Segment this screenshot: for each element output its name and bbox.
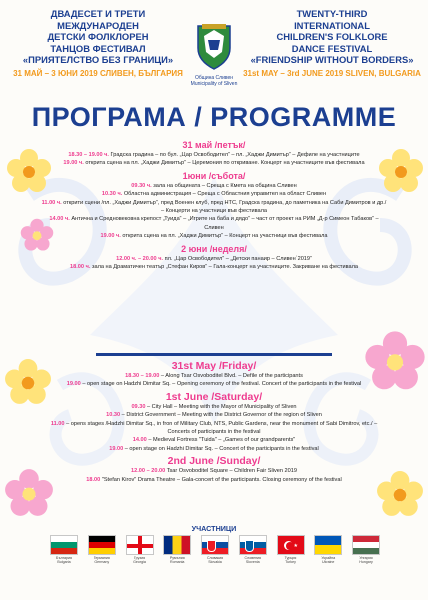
item-text: Областна администрация – Среща с Областния управител на област Сливен — [123, 191, 327, 198]
flag-country-name: Словения Slovenia — [244, 556, 262, 564]
item-time: 14.00 — [132, 437, 147, 444]
program-en — [0, 360, 428, 484]
day-heading: 1юни /събота/ — [182, 170, 246, 181]
item-text: зала на общината – Среща с Кмета на община Сливен — [153, 182, 297, 189]
header-line: INTERNATIONAL — [294, 19, 370, 31]
item-text: зала на Драматичен театър „Стефан Киров“ – Гала-концерт на участниците. Закриване на фестивала — [91, 264, 358, 271]
item-time: 19.00 — [109, 445, 124, 452]
flag-country-name: Унгария Hungary — [359, 556, 373, 564]
crest-icon — [194, 22, 234, 70]
item-text: – opens stages /Hadzhi Dimitar Sq., in fron of Military Club, NTS, Public Gardens, near the monument of Sabi Dimitrov, etc./ – Concerts of participants in the festival — [66, 420, 378, 436]
flag-country-name: Грузия Georgia — [133, 556, 146, 564]
item-time: 10.30 ч. — [101, 191, 123, 198]
program-item — [0, 190, 428, 198]
festival-title-bg — [8, 8, 188, 80]
item-text: Антична и Средновековна крепост „Туида“ – „Игрите на баба и дядо“ – част от проект на РИМ „Д-р Симеон Табаков“ – Сливен — [71, 216, 379, 231]
item-time: 09.30 — [131, 403, 146, 410]
flag-item — [352, 535, 380, 564]
program-item — [0, 420, 428, 437]
item-text: – District Government – Meeting with the District Governor of the region of Sliven — [121, 412, 322, 419]
flag-item — [163, 535, 191, 564]
day-heading: 31 май /петък/ — [182, 140, 246, 150]
item-text: Градска градина – по бул. „Цар Освободител“ – пл. „Хаджи Димитър“ – Дефиле на участниците — [110, 152, 360, 158]
festival-dates-en: 31st MAY – 3rd JUNE 2019 SLIVEN, BULGARIA — [243, 68, 421, 78]
program-item — [0, 215, 428, 232]
program-item — [0, 232, 428, 240]
item-text: Tsar Osvoboditel Square – Children Fair Sliven 2019 — [166, 468, 297, 475]
program-item — [0, 159, 428, 167]
flag-item — [126, 535, 154, 564]
header-line: МЕЖДУНАРОДЕН — [57, 19, 139, 31]
header-line: ДЕТСКИ ФОЛКЛОРЕН — [47, 31, 149, 43]
program-item — [0, 380, 428, 388]
crest-caption-bg: Община Сливен — [194, 75, 234, 81]
flag-country-name: Германия Germany — [93, 556, 110, 564]
program-item — [0, 263, 428, 271]
flag-icon — [126, 535, 154, 555]
participant-flags — [50, 535, 380, 564]
flag-icon — [163, 535, 191, 555]
program-item — [0, 411, 428, 419]
municipality-crest — [188, 22, 240, 87]
day-heading: 2nd June /Sunday/ — [167, 455, 261, 468]
header-line: DANCE FESTIVAL — [291, 42, 373, 54]
item-time: 18.00 — [86, 476, 101, 483]
page-title: ПРОГРАМА / PROGRAMME — [31, 102, 397, 132]
item-time: 14.00 ч. — [49, 216, 70, 223]
program-item — [0, 151, 428, 159]
flag-icon — [314, 535, 342, 555]
program-item — [0, 476, 428, 484]
program-item — [0, 372, 428, 380]
section-divider — [96, 353, 332, 356]
program-item — [0, 467, 428, 475]
item-time: 09.30 ч. — [131, 182, 152, 189]
item-text: пл. „Цар Освободител“ – „Детски панаир – Сливен`2019“ — [164, 255, 312, 262]
flag-country-name: Словакия Slovakia — [206, 556, 224, 564]
flag-country-name: България Bulgaria — [56, 556, 72, 564]
program-item — [0, 436, 428, 444]
item-time: 12.00 – 20.00 — [131, 468, 166, 475]
header-line: ДВАДЕСЕТ И ТРЕТИ — [50, 8, 146, 19]
item-time: 11.00 ч. — [41, 199, 62, 206]
item-time: 19.00 — [66, 381, 81, 388]
item-time: 11.00 — [50, 420, 65, 427]
program-item — [0, 255, 428, 263]
flag-item — [201, 535, 229, 564]
day-heading: 1st June /Saturday/ — [165, 390, 263, 403]
item-time: 10.30 — [106, 412, 121, 419]
program-item — [0, 182, 428, 190]
item-text: "Stefan Kirov" Drama Theatre – Gala-concert of the participants. Closing ceremony of the festival — [101, 476, 342, 483]
item-text: – Along Tsar Osvoboditel Blvd. – Defile of the participants — [160, 373, 303, 379]
festival-dates-bg: 31 МАЙ – 3 ЮНИ 2019 СЛИВЕН, БЪЛГАРИЯ — [13, 68, 183, 78]
item-text: открита сцена на пл. „Хаджи Димитър“ – Церемония по откриване. Концерт на участниците във фестивала — [85, 160, 365, 167]
item-time: 19.00 ч. — [100, 233, 121, 240]
day-heading: 2 юни /неделя/ — [181, 243, 247, 254]
flag-country-name: Украйна Ukraine — [321, 556, 336, 564]
flag-item — [314, 535, 342, 564]
header-line: ТАНЦОВ ФЕСТИВАЛ — [50, 42, 146, 54]
item-text: открита сцена на пл. „Хаджи Димитър“ – Концерт на участници във фестивала — [122, 233, 328, 240]
flag-item — [277, 535, 305, 564]
participants-title: УЧАСТНИЦИ — [191, 524, 237, 533]
festival-title-en — [242, 8, 422, 80]
flag-country-name: Турция Turkey — [284, 556, 297, 564]
item-time: 18.00 ч. — [70, 264, 91, 271]
flag-item — [50, 535, 78, 564]
flag-icon: ★ — [277, 535, 305, 555]
flag-item — [239, 535, 267, 564]
item-time: 19.00 ч. — [63, 160, 84, 167]
flag-icon — [88, 535, 116, 555]
header-line: CHILDREN'S FOLKLORE — [276, 31, 388, 43]
item-time: 18.30 – 19.00 — [125, 373, 160, 379]
program-item — [0, 445, 428, 453]
flag-item — [88, 535, 116, 564]
flag-country-name: Румъния Romania — [169, 556, 185, 564]
item-text: – City Hall – Meeting with the Mayor of Municipality of Sliven — [147, 403, 297, 410]
header-line: «FRIENDSHIP WITHOUT BORDERS» — [250, 54, 414, 66]
item-text: – open stage on Hadzhi Dimitar Sq. – Opening ceremony of the festival. Concert of the participants in the festival — [82, 381, 362, 388]
flag-icon — [50, 535, 78, 555]
header-line: TWENTY-THIRD — [296, 8, 368, 19]
item-time: 12.00 ч. – 20.00 ч. — [116, 255, 164, 262]
crest-caption-en: Municipality of Sliven — [190, 81, 238, 87]
program-item — [0, 199, 428, 216]
item-text: – Medieval Fortress "Tuida" – „Games of our grandparents" — [148, 437, 296, 444]
item-time: 18.30 – 19.00 ч. — [68, 152, 109, 158]
header-line: «ПРИЯТЕЛСТВО БЕЗ ГРАНИЦИ» — [22, 54, 174, 66]
item-text: открити сцени /пл. „Хаджи Димитър“, пред Военен клуб, пред НТС, Градска градина, до паметника на Саби Димитров и др./ – Концерти на участници във фестивала — [63, 199, 387, 215]
flag-icon — [239, 535, 267, 555]
flag-icon — [201, 535, 229, 555]
day-heading: 31st May /Friday/ — [171, 360, 257, 372]
program-bg — [0, 140, 428, 271]
item-text: – open stage on Hadzhi Dimitar Sq. – Concert of the participants in the festival — [124, 445, 319, 452]
program-item — [0, 403, 428, 411]
flag-icon — [352, 535, 380, 555]
